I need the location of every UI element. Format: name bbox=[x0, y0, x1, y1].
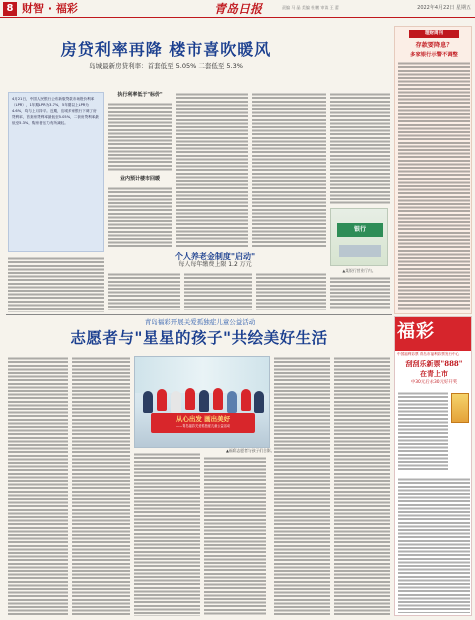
body-text-column bbox=[108, 272, 180, 310]
column-heading-2: 业内预计楼市回暖 bbox=[119, 176, 160, 182]
body-text-column bbox=[204, 456, 266, 616]
person-figure bbox=[213, 388, 223, 410]
finance-sidebar bbox=[394, 26, 472, 314]
section-title: 财智 · 福彩 bbox=[22, 2, 78, 15]
person-figure bbox=[143, 391, 153, 413]
body-text-column bbox=[252, 92, 326, 248]
lead-subheadline: 岛城最新房贷利率：首套低至 5.05% 二套低至 5.3% bbox=[89, 62, 243, 70]
page-number: 8 bbox=[3, 2, 17, 16]
photo-caption: ▲福彩志愿者与孩子们合影。 bbox=[226, 448, 275, 453]
advert-headline-line2: 在青上市 bbox=[420, 369, 448, 378]
bank-sign: 银行 bbox=[337, 223, 383, 237]
lead-summary-box bbox=[8, 92, 104, 252]
sidebar-tag: 理财周刊 bbox=[409, 30, 459, 38]
section-divider bbox=[6, 314, 392, 315]
sidebar-subheadline: 多家银行示警不调整 bbox=[410, 52, 458, 58]
advert-body-text bbox=[398, 477, 470, 613]
event-banner-text: 从心出发 画出美好 bbox=[175, 415, 231, 423]
body-text-column bbox=[334, 356, 390, 616]
person-figure bbox=[199, 390, 209, 412]
person-figure bbox=[241, 389, 251, 411]
person-figure bbox=[227, 391, 237, 413]
person-figure bbox=[171, 391, 181, 413]
photo-caption: ▲某银行营业厅内。 bbox=[342, 268, 376, 273]
lead-headline: 房贷利率再降 楼市喜吹暖风 bbox=[60, 40, 272, 59]
photo-backdrop bbox=[135, 357, 270, 393]
body-text-column bbox=[330, 276, 390, 310]
charity-headline: 志愿者与"星星的孩子"共绘美好生活 bbox=[70, 328, 328, 347]
person-figure bbox=[254, 391, 264, 413]
lottery-advert bbox=[394, 316, 472, 616]
body-text-column bbox=[134, 452, 200, 616]
lead-summary-text: 4月21日，中国人民银行公布新版贷款市场报价利率（LPR），1年期LPR为3.7%，5年期以上LPR为4.6%，均与上月持平。近期，岛城多家银行下调了房贷利率，首套房贷利率最低至5.05%，二套房贷利率最低至5.3%，购房者压力有所减轻。 bbox=[12, 97, 99, 125]
event-banner-subtext: ——青岛福彩关爱孤独症儿童公益活动 bbox=[175, 424, 231, 428]
body-text-column bbox=[72, 356, 130, 616]
body-text-column bbox=[108, 186, 172, 248]
body-text-column bbox=[330, 92, 390, 204]
body-text-column bbox=[176, 92, 248, 248]
counter-desk bbox=[339, 245, 381, 257]
body-text-column bbox=[184, 272, 252, 310]
bank-hall-photo bbox=[330, 208, 388, 266]
advert-body-text bbox=[398, 391, 448, 471]
pension-subheadline: 每人每年缴费上限 1.2 万元 bbox=[178, 261, 252, 268]
person-figure bbox=[185, 388, 195, 410]
advert-issuer: 中国福利彩票 青岛市福利彩票发行中心 bbox=[397, 352, 460, 356]
advert-headline: 刮刮乐新票"888" bbox=[405, 359, 463, 368]
body-text-column bbox=[8, 256, 104, 312]
page-header bbox=[0, 0, 475, 18]
sidebar-headline: 存款要降息？ bbox=[415, 42, 453, 49]
pension-headline: 个人养老金制度"启动" bbox=[174, 251, 256, 261]
body-text-column bbox=[108, 102, 172, 172]
charity-subheadline: 青岛福彩开展关爱孤独症儿童公益活动 bbox=[144, 318, 256, 326]
dateline: 2022年4月22日 星期五 bbox=[417, 5, 471, 11]
body-text-column bbox=[256, 272, 326, 310]
sidebar-body-text bbox=[398, 61, 470, 311]
fucai-logo: 福彩 bbox=[397, 321, 435, 342]
column-heading-1: 执行利率低于"标价" bbox=[117, 92, 163, 98]
volunteer-group-photo bbox=[134, 356, 270, 448]
person-figure bbox=[157, 389, 167, 411]
scratch-ticket-image bbox=[451, 393, 469, 423]
newspaper-logo: 青岛日报 bbox=[214, 2, 263, 16]
body-text-column bbox=[274, 356, 330, 616]
editor-staff: 责编 马 晶 美编 杜鹏 审读 王 蕾 bbox=[282, 5, 339, 10]
body-text-column bbox=[8, 356, 68, 616]
advert-subheadline: 中30元后永30元好开奖 bbox=[410, 380, 458, 385]
